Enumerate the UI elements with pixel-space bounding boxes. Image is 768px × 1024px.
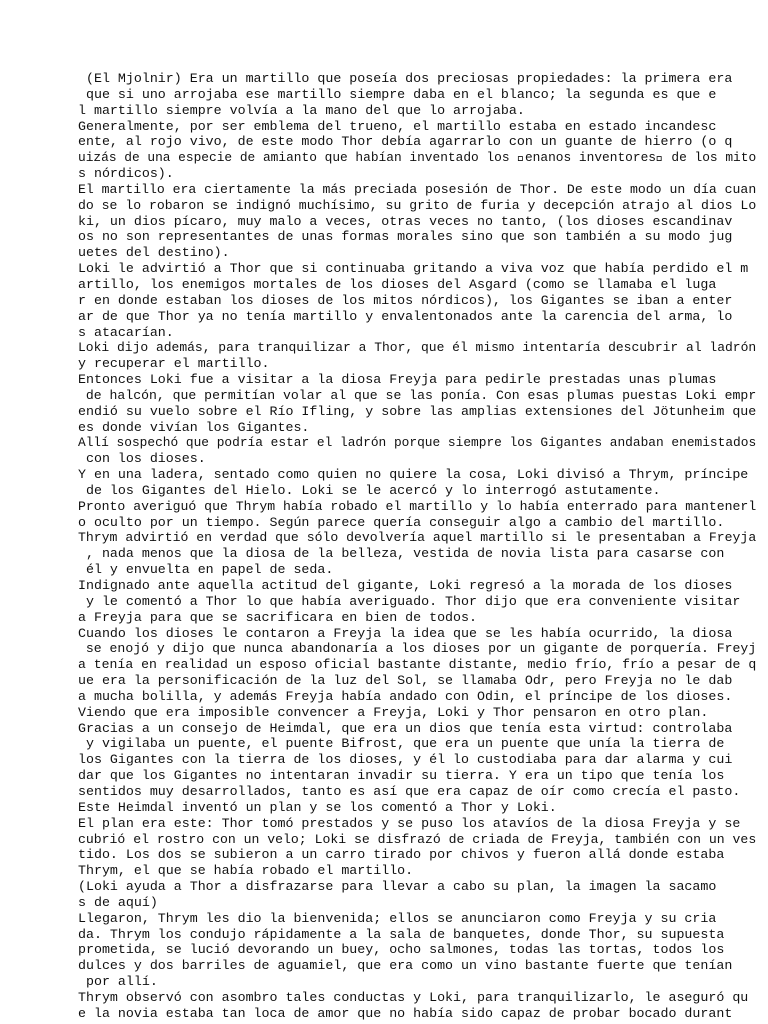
text-line: Indignado ante aquella actitud del gigante, Loki regresó a la morada de los dioses	[78, 578, 733, 593]
text-line: e la novia estaba tan loca de amor que no había sido capaz de probar bocado durant	[78, 1005, 733, 1021]
document-text-body	[78, 71, 758, 1022]
text-line: prometida, se lució devorando un buey, ocho salmones, todas las tortas, todos los	[78, 942, 725, 958]
text-line: s nórdicos).	[78, 166, 174, 182]
text-line: o oculto por un tiempo. Según parece quería conseguir algo a cambio del martillo.	[78, 514, 725, 530]
text-line: ki, un dios pícaro, muy malo a veces, otras veces no tanto, (los dioses escandinav	[78, 213, 733, 229]
text-line: Thrym advirtió en verdad que sólo devolvería aquel martillo si le presentaban a Freyja	[78, 530, 757, 546]
document-page	[78, 71, 758, 1021]
text-line: los Gigantes con la tierra de los dioses, y él lo custodiaba para dar alarma y cui	[78, 752, 733, 768]
text-line: r en donde estaban los dioses de los mitos nórdicos), los Gigantes se iban a enter	[78, 292, 733, 308]
text-line: s de aquí)	[78, 894, 158, 910]
text-line: os no son representantes de unas formas morales sino que son también a su modo jug	[78, 229, 733, 245]
text-line: Entonces Loki fue a visitar a la diosa Freyja para pedirle prestadas unas plumas	[78, 372, 717, 388]
text-line: a Freyja para que se sacrificara en bien de todos.	[78, 609, 477, 625]
text-line: sentidos muy desarrollados, tanto es así que era capaz de oír como crecía el pasto.	[78, 783, 741, 799]
text-line: uizás de una especie de amianto que habían inventado los enanos inventores de los mito	[78, 150, 757, 166]
text-line: cubrió el rostro con un velo; Loki se disfrazó de criada de Freyja, también con un ves	[78, 831, 757, 847]
text-line: dulces y dos barriles de aguamiel, que era como un vino bastante fuerte que tenían	[78, 958, 733, 974]
text-line: Gracias a un consejo de Heimdal, que era un dios que tenía esta virtud: controlaba	[78, 720, 733, 736]
text-line: Generalmente, por ser emblema del trueno, el martillo estaba en estado incandesc	[78, 118, 717, 134]
text-line: tido. Los dos se subieron a un carro tirado por chivos y fueron allá donde estaba	[78, 847, 725, 863]
text-line: Thrym observó con asombro tales conductas y Loki, para tranquilizarlo, le aseguró qu	[78, 989, 749, 1005]
text-line: uetes del destino).	[78, 245, 230, 261]
text-line: El martillo era ciertamente la más preciada posesión de Thor. De este modo un día cuan	[78, 181, 757, 197]
text-line: con los dioses.	[78, 451, 206, 467]
text-line: se enojó y dijo que nunca abandonaría a los dioses por un gigante de porquería. Freyj	[78, 641, 757, 657]
text-line: a mucha bolilla, y además Freyja había andado con Odin, el príncipe de los dioses.	[78, 688, 733, 704]
text-line: (Loki ayuda a Thor a disfrazarse para llevar a cabo su plan, la imagen la sacamo	[78, 879, 717, 895]
text-line: (El Mjolnir) Era un martillo que poseía dos preciosas propiedades: la primera era	[78, 71, 733, 86]
text-line: y vigilaba un puente, el puente Bifrost, que era un puente que unía la tierra de	[78, 736, 725, 752]
text-line: Loki dijo además, para tranquilizar a Thor, que él mismo intentaría descubrir al ladrón	[78, 340, 757, 356]
text-line: ue era la personificación de la luz del Sol, se llamaba Odr, pero Freyja no le dab	[78, 673, 733, 689]
text-line: Thrym, el que se había robado el martillo.	[78, 863, 414, 879]
text-line: , nada menos que la diosa de la belleza, vestida de novia lista para casarse con	[78, 546, 725, 562]
text-line: que si uno arrojaba ese martillo siempre daba en el blanco; la segunda es que e	[78, 86, 717, 102]
text-line: Allí sospechó que podría estar el ladrón porque siempre los Gigantes andaban enemistados	[78, 435, 757, 451]
text-line: él y envuelta en papel de seda.	[78, 562, 334, 578]
text-line: es donde vivían los Gigantes.	[78, 419, 310, 435]
text-line: l martillo siempre volvía a la mano del que lo arrojaba.	[78, 102, 525, 118]
text-line: ar de que Thor ya no tenía martillo y envalentonados ante la carencia del arma, lo	[78, 308, 733, 324]
text-line: artillo, los enemigos mortales de los dioses del Asgard (como se llamaba el luga	[78, 276, 717, 292]
text-line: Llegaron, Thrym les dio la bienvenida; ellos se anunciaron como Freyja y su cria	[78, 910, 717, 926]
text-line: Loki le advirtió a Thor que si continuaba gritando a viva voz que había perdido el m	[78, 261, 749, 277]
text-line: do se lo robaron se indignó muchísimo, su grito de furia y decepción atrajo al dios Lo	[78, 197, 757, 213]
text-line: de los Gigantes del Hielo. Loki se le acercó y lo interrogó astutamente.	[78, 482, 661, 498]
text-line: a tenía en realidad un esposo oficial bastante distante, medio frío, frío a pesar de q	[78, 657, 757, 673]
text-line: y le comentó a Thor lo que había averiguado. Thor dijo que era conveniente visitar	[78, 593, 741, 609]
text-line: y recuperar el martillo.	[78, 356, 270, 372]
text-line: por allí.	[78, 974, 158, 990]
text-line: endió su vuelo sobre el Río Ifling, y sobre las amplias extensiones del Jötunheim que	[78, 403, 757, 419]
text-line: ente, al rojo vivo, de este modo Thor debía agarrarlo con un guante de hierro (o q	[78, 134, 733, 150]
text-line: Pronto averiguó que Thrym había robado el martillo y lo había enterrado para mantenerl	[78, 498, 757, 514]
text-line: El plan era este: Thor tomó prestados y se puso los atavíos de la diosa Freyja y se	[78, 815, 741, 831]
text-line: s atacarían.	[78, 324, 174, 340]
text-line: Este Heimdal inventó un plan y se los comentó a Thor y Loki.	[78, 799, 557, 815]
text-line: da. Thrym los condujo rápidamente a la sala de banquetes, donde Thor, su supuesta	[78, 926, 725, 942]
text-line: Cuando los dioses le contaron a Freyja la idea que se les había ocurrido, la diosa	[78, 625, 733, 641]
text-line: dar que los Gigantes no intentaran invadir su tierra. Y era un tipo que tenía los	[78, 768, 725, 784]
text-line: Viendo que era imposible convencer a Freyja, Loki y Thor pensaron en otro plan.	[78, 704, 709, 720]
text-line: Y en una ladera, sentado como quien no quiere la cosa, Loki divisó a Thrym, príncipe	[78, 467, 749, 483]
text-line: de halcón, que permitían volar al que se las ponía. Con esas plumas puestas Loki empr	[78, 387, 757, 403]
